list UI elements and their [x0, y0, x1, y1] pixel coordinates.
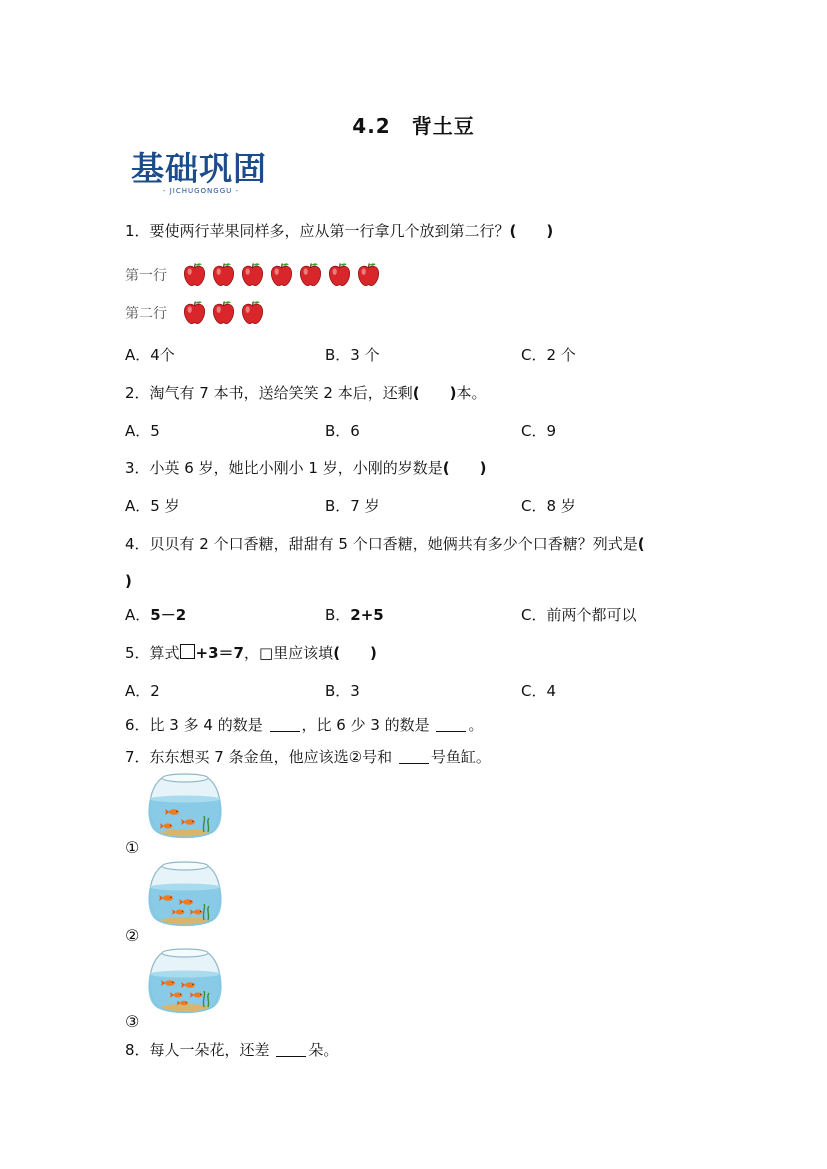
option-prefix: A． [125, 606, 151, 624]
apple-row-1 [182, 261, 392, 289]
question-4-text: 4．贝贝有 2 个口香糖，甜甜有 5 个口香糖，她俩共有多少个口香糖？列式是 [125, 535, 638, 553]
option-text: 前两个都可以 [546, 606, 637, 624]
fishbowl-1-icon [144, 772, 226, 844]
answer-paren-close: ) [125, 572, 132, 590]
question-3-text: 3．小英 6 岁，她比小刚小 1 岁，小刚的岁数是 [125, 459, 443, 477]
question-4 [125, 534, 645, 554]
question-7 [125, 747, 491, 767]
apple-icon [182, 262, 207, 287]
question-8-part1: 8．每人一朵花，还差 [125, 1041, 270, 1059]
row2-label: 第二行 [125, 306, 167, 322]
question-7-part2: 号鱼缸。 [430, 748, 491, 766]
answer-blank[interactable] [399, 749, 429, 764]
q3-option-b[interactable]: B．7 岁 [325, 497, 380, 515]
question-2 [125, 383, 486, 403]
q2-option-c[interactable]: C．9 [521, 422, 557, 440]
fishbowl-2-label: ② [125, 926, 140, 945]
section-banner [131, 151, 276, 197]
page-title: 4.2 背土豆 [352, 114, 475, 138]
fishbowl-1-label: ① [125, 838, 140, 857]
question-1 [125, 221, 553, 241]
row1-label: 第一行 [125, 268, 167, 284]
answer-paren: ( ) [442, 459, 487, 477]
q4-option-a[interactable] [125, 605, 186, 625]
q1-option-c[interactable]: C．2 个 [521, 346, 576, 364]
apple-icon [211, 300, 236, 325]
banner-subtitle: - JICHUGONGGU - [162, 187, 240, 195]
banner-title: 基础巩固 [131, 149, 267, 188]
question-8 [125, 1040, 338, 1060]
question-5-text-post: ，□里应该填 [244, 644, 334, 662]
apple-row-2 [182, 299, 392, 327]
q5-option-c[interactable]: C．4 [521, 682, 557, 700]
question-6-part2: ，比 6 少 3 的数是 [301, 716, 430, 734]
option-prefix: C． [521, 606, 547, 624]
question-2-text: 2．淘气有 7 本书，送给笑笑 2 本后，还剩 [125, 384, 413, 402]
q1-option-a[interactable]: A．4个 [125, 346, 175, 364]
apple-icon [182, 300, 207, 325]
question-7-part1: 7．东东想买 7 条金鱼，他应该选②号和 [125, 748, 393, 766]
q4-option-b[interactable] [325, 605, 384, 625]
question-6-part1: 6．比 3 多 4 的数是 [125, 716, 263, 734]
q2-option-a[interactable]: A．5 [125, 422, 160, 440]
question-8-part2: 朵。 [308, 1041, 339, 1059]
fishbowl-3-icon [144, 947, 226, 1019]
q3-option-a[interactable]: A．5 岁 [125, 497, 180, 515]
option-prefix: B． [325, 606, 351, 624]
answer-paren: ( ) [333, 644, 377, 662]
apple-icon [327, 262, 352, 287]
apple-icon [356, 262, 381, 287]
question-5-text-pre: 5．算式 [125, 644, 180, 662]
answer-paren: ( ) [509, 222, 554, 240]
answer-paren-open: ( [637, 535, 645, 553]
question-1-text: 1．要使两行苹果同样多，应从第一行拿几个放到第二行？ [125, 222, 510, 240]
fishbowl-3-label: ③ [125, 1012, 140, 1031]
question-5-formula: +3＝7 [195, 644, 244, 662]
q5-option-b[interactable]: B．3 [325, 682, 360, 700]
question-5 [125, 643, 377, 663]
question-6 [125, 715, 483, 735]
option-formula: 5－2 [150, 606, 187, 624]
answer-paren: ( ) [412, 384, 457, 402]
q4-option-c[interactable] [521, 605, 637, 625]
apple-icon [211, 262, 236, 287]
question-6-part3: 。 [468, 716, 484, 734]
apple-icon [298, 262, 323, 287]
answer-blank[interactable] [276, 1042, 306, 1057]
q2-option-b[interactable]: B．6 [325, 422, 360, 440]
answer-box [180, 644, 195, 659]
apple-icon [240, 300, 265, 325]
apple-icon [269, 262, 294, 287]
apple-icon [240, 262, 265, 287]
question-2-tail: 本。 [456, 384, 487, 402]
answer-blank[interactable] [270, 717, 300, 732]
option-formula: 2+5 [350, 606, 384, 624]
q3-option-c[interactable]: C．8 岁 [521, 497, 576, 515]
question-3 [125, 458, 486, 478]
q1-option-b[interactable]: B．3 个 [325, 346, 380, 364]
q5-option-a[interactable]: A．2 [125, 682, 160, 700]
answer-blank[interactable] [436, 717, 466, 732]
fishbowl-2-icon [144, 860, 226, 932]
